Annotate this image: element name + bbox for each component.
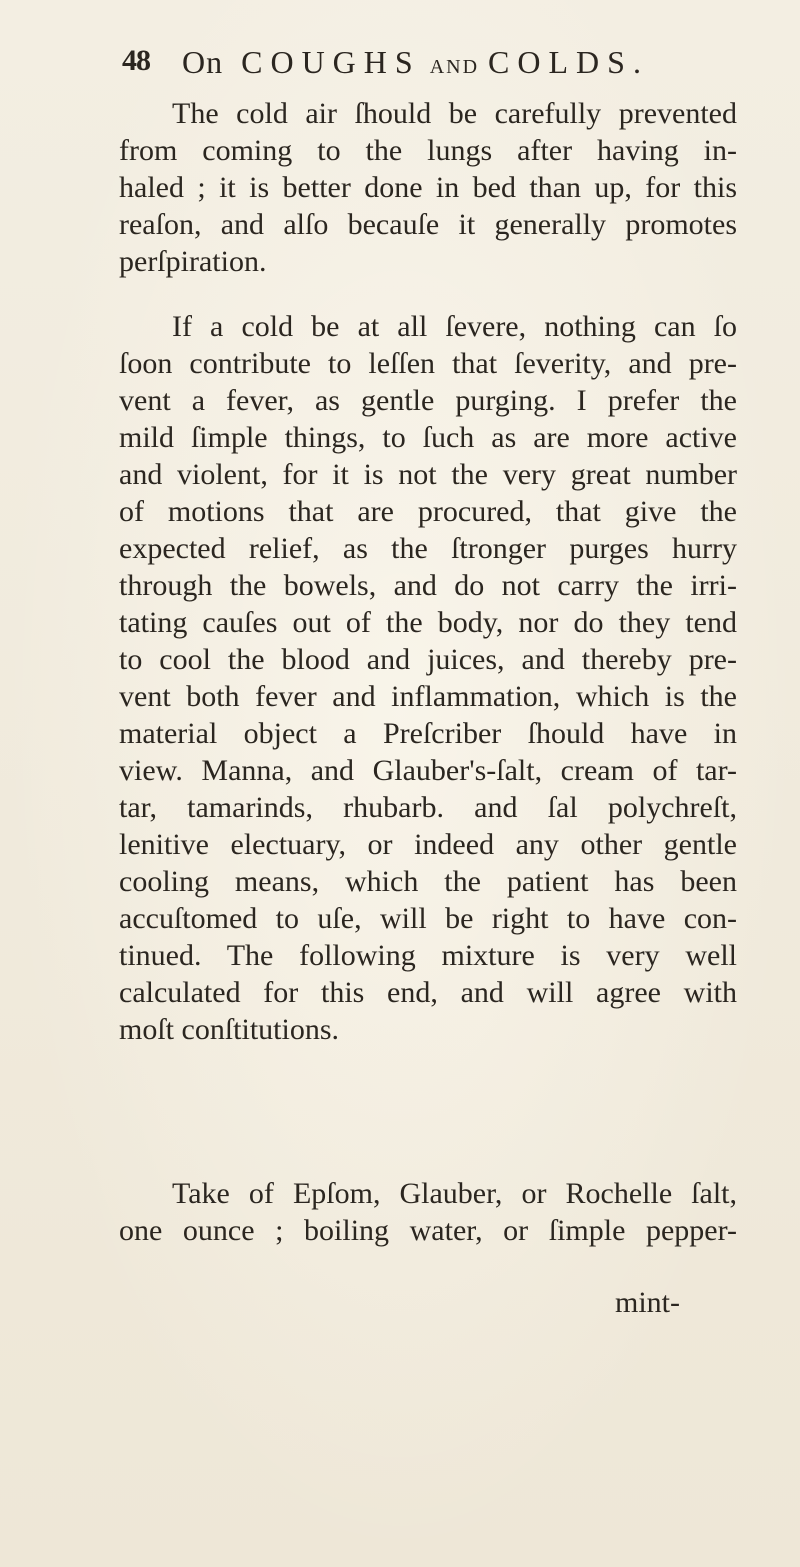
text-line: from coming to the lungs after having in- bbox=[119, 134, 737, 167]
catchword: mint- bbox=[615, 1286, 680, 1319]
running-title bbox=[182, 44, 649, 81]
text-line: reaſon, and alſo becauſe it generally promotes bbox=[119, 208, 737, 241]
text-line: ſoon contribute to leſſen that ſeverity, and pre- bbox=[119, 347, 737, 380]
text-line: Take of Epſom, Glauber, or Rochelle ſalt, bbox=[172, 1177, 737, 1210]
text-line: vent both fever and inflammation, which is the bbox=[119, 680, 737, 713]
text-line: If a cold be at all ſevere, nothing can ſo bbox=[172, 310, 737, 343]
text-line: tating cauſes out of the body, nor do they tend bbox=[119, 606, 737, 639]
running-header bbox=[122, 44, 722, 94]
running-title-coughs: COUGHS bbox=[241, 44, 421, 80]
text-line: mild ſimple things, to ſuch as are more active bbox=[119, 421, 737, 454]
text-line: The cold air ſhould be carefully prevented bbox=[172, 97, 737, 130]
running-title-on: On bbox=[182, 44, 224, 80]
text-line: moſt conſtitutions. bbox=[119, 1013, 340, 1046]
text-line: to cool the blood and juices, and thereby pre- bbox=[119, 643, 737, 676]
text-line: through the bowels, and do not carry the irri- bbox=[119, 569, 737, 602]
running-title-colds: COLDS. bbox=[488, 44, 649, 80]
text-line: perſpiration. bbox=[119, 245, 267, 278]
text-line: material object a Preſcriber ſhould have in bbox=[119, 717, 737, 750]
text-line: lenitive electuary, or indeed any other gentle bbox=[119, 828, 737, 861]
text-line: calculated for this end, and will agree with bbox=[119, 976, 737, 1009]
text-line: and violent, for it is not the very great number bbox=[119, 458, 737, 491]
text-line: one ounce ; boiling water, or ſimple pepper- bbox=[119, 1214, 737, 1247]
text-line: view. Manna, and Glauber's-ſalt, cream of tar- bbox=[119, 754, 737, 787]
text-line: expected relief, as the ſtronger purges hurry bbox=[119, 532, 737, 565]
text-line: haled ; it is better done in bed than up, for this bbox=[119, 171, 737, 204]
text-line: accuſtomed to uſe, will be right to have con- bbox=[119, 902, 737, 935]
text-line: of motions that are procured, that give the bbox=[119, 495, 737, 528]
text-line: tinued. The following mixture is very well bbox=[119, 939, 737, 972]
text-line: vent a fever, as gentle purging. I prefer the bbox=[119, 384, 737, 417]
page-number: 48 bbox=[122, 44, 150, 77]
text-line: cooling means, which the patient has been bbox=[119, 865, 737, 898]
running-title-and: AND bbox=[429, 56, 480, 78]
text-line: tar, tamarinds, rhubarb. and ſal polychreſt, bbox=[119, 791, 737, 824]
